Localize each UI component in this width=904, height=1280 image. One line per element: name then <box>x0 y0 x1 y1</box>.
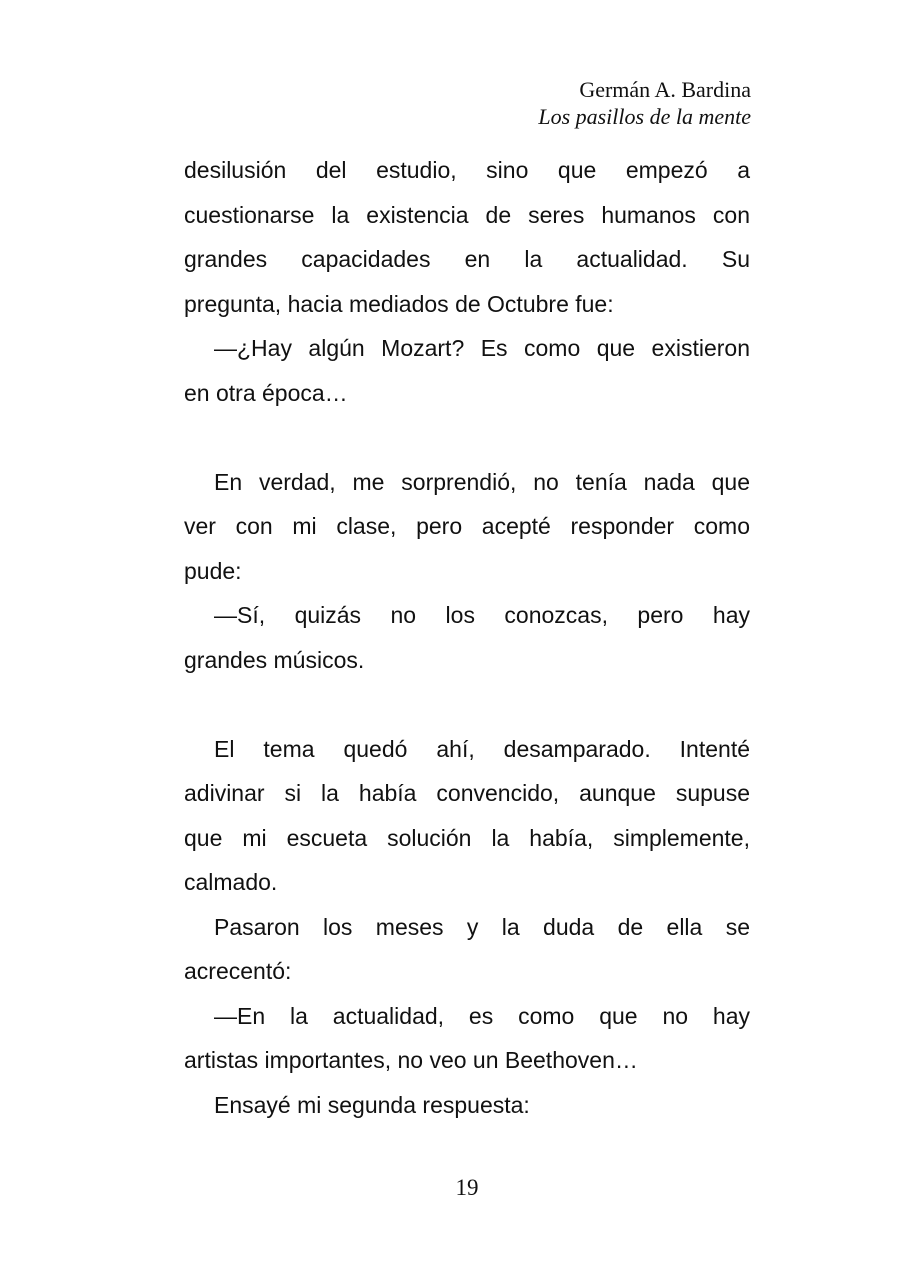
body-text <box>184 148 750 1127</box>
text-line: pude: <box>184 557 242 584</box>
text-line: Ensayé mi segunda respuesta: <box>214 1091 530 1118</box>
blank-line <box>184 682 750 727</box>
page-number: 19 <box>455 1175 479 1200</box>
text-line: adivinar si la había convencido, aunque supuse <box>184 780 750 806</box>
blank-line <box>184 415 750 460</box>
text-line: acrecentó: <box>184 958 292 984</box>
text-line: Pasaron los meses y la duda de ella se <box>214 913 750 940</box>
book-title: Los pasillos de la mente <box>538 104 751 129</box>
text-line: cuestionarse la existencia de seres humanos con <box>184 201 750 228</box>
text-line: pregunta, hacia mediados de Octubre fue: <box>184 290 614 317</box>
text-line: artistas importantes, no veo un Beethoven… <box>184 1047 638 1073</box>
text-line: en otra época… <box>184 379 348 406</box>
author-name: Germán A. Bardina <box>579 77 751 102</box>
running-header <box>538 76 751 130</box>
text-line: —Sí, quizás no los conozcas, pero hay <box>214 602 750 628</box>
text-line: —¿Hay algún Mozart? Es como que existieron <box>214 335 750 361</box>
text-line: desilusión del estudio, sino que empezó a <box>184 157 750 183</box>
text-line: calmado. <box>184 869 278 895</box>
text-line: En verdad, me sorprendió, no tenía nada que <box>214 468 750 495</box>
text-line: grandes músicos. <box>184 646 365 673</box>
text-line: ver con mi clase, pero acepté responder como <box>184 513 750 539</box>
text-line: El tema quedó ahí, desamparado. Intenté <box>214 735 750 762</box>
text-line: —En la actualidad, es como que no hay <box>214 1002 750 1029</box>
text-line: que mi escueta solución la había, simplemente, <box>184 824 750 851</box>
text-line: grandes capacidades en la actualidad. Su <box>184 246 750 272</box>
